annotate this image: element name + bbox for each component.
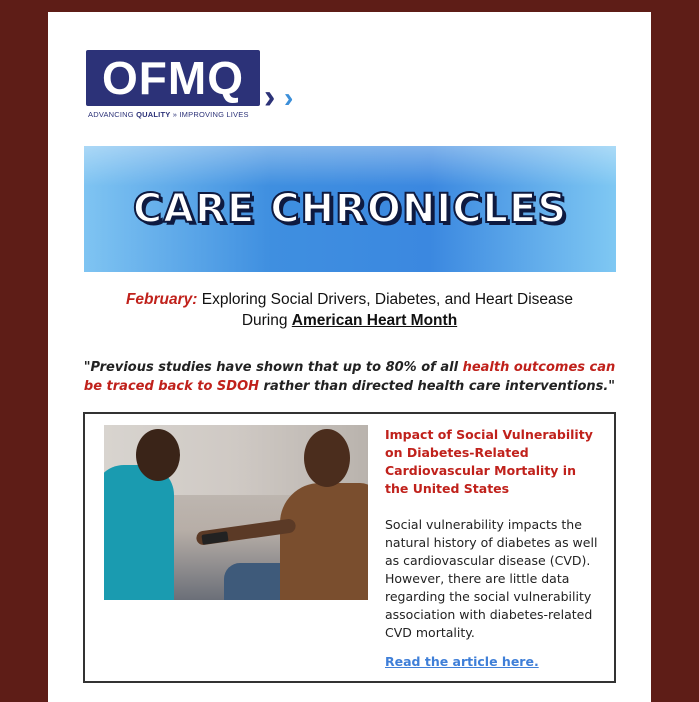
care-chronicles-banner (84, 146, 616, 272)
heading-line2-prefix: During (241, 312, 292, 329)
article-photo[interactable] (104, 425, 368, 600)
banner-title: CARE CHRONICLES (132, 186, 568, 232)
newsletter-page (48, 12, 651, 702)
photo-nurse (104, 465, 174, 600)
chevron-right-icon: › (284, 82, 294, 113)
quote-highlight: health outcomes can be traced back to SDOH (83, 360, 616, 394)
chevron-right-icon: › (264, 78, 276, 116)
american-heart-month-link[interactable]: American Heart Month (291, 312, 458, 329)
heading-line1: Exploring Social Drivers, Diabetes, and Heart Disease (197, 291, 574, 308)
article-card (83, 412, 616, 683)
ofmq-logo[interactable] (86, 50, 306, 130)
article-body: Social vulnerability impacts the natural history of diabetes as well as cardiovascular disease (CVD). However, there are little data regarding the social vulnerability association with diabetes-related CVD mortality. (385, 517, 598, 640)
logo-text: OFMQ (102, 52, 244, 104)
article-title: Impact of Social Vulnerability on Diabetes-Related Cardiovascular Mortality in the United States (385, 427, 593, 496)
issue-heading (68, 289, 631, 331)
quote-part-2: rather than directed health care interventions." (259, 379, 616, 394)
glucose-meter (201, 531, 228, 545)
sdoh-quote (78, 358, 621, 396)
tagline-bold: QUALITY (136, 110, 171, 119)
quote-part-1: "Previous studies have shown that up to 80% of all (83, 360, 463, 375)
photo-patient (280, 483, 368, 600)
photo-patient-head (304, 429, 350, 487)
logo-tagline (88, 110, 249, 119)
photo-nurse-head (136, 429, 180, 481)
heading-month: February: (125, 291, 198, 308)
read-article-link[interactable]: Read the article here. (385, 654, 539, 669)
tagline-part-2: » IMPROVING LIVES (170, 110, 249, 119)
tagline-part-1: ADVANCING (88, 110, 137, 119)
